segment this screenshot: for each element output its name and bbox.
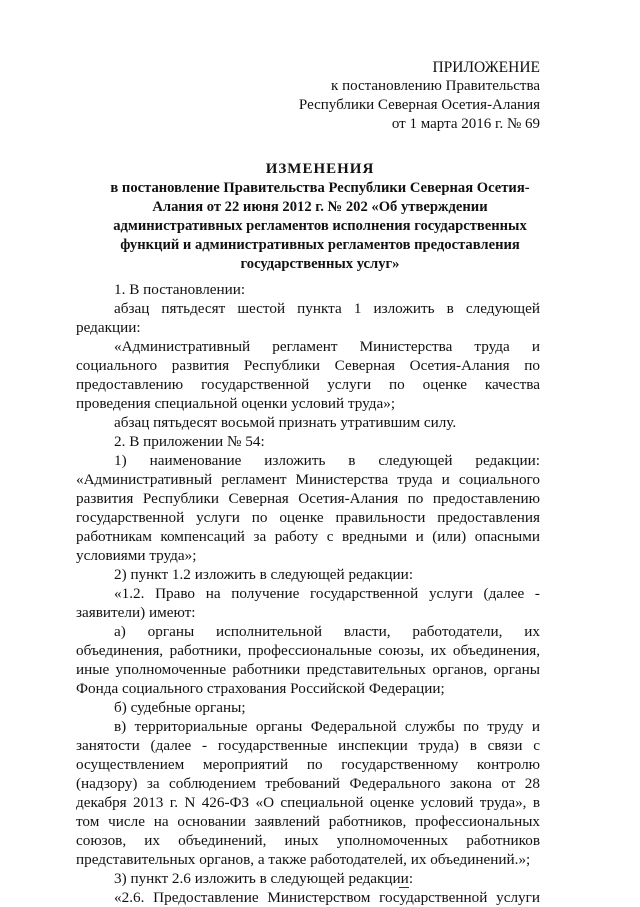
paragraph: 2) пункт 1.2 изложить в следующей редакции:	[114, 566, 414, 583]
paragraph: 2. В приложении № 54:	[114, 433, 265, 450]
paragraph: 1. В постановлении:	[114, 281, 246, 298]
paragraph: б) судебные органы;	[114, 699, 246, 716]
title-text: в постановление Правительства Республики Северная Осетия-Алания от 22 июня 2012 г. № 202 «Об утверждении административных регламентов исполнения государственных функций и административных регламентов предоставления государственных услуг»	[110, 180, 530, 272]
appendix-heading: ПРИЛОЖЕНИЕ	[432, 59, 540, 76]
paragraph: абзац пятьдесят шестой пункта 1 изложить в следующей редакции:	[76, 300, 540, 336]
paragraph: «Административный регламент Министерства труда и социального развития Республики Северная Осетия-Алания по предоставлению государственной услуги по оценке качества проведения специальной оценки условий труда»;	[76, 338, 540, 412]
appendix-line-3: от 1 марта 2016 г. № 69	[391, 116, 540, 132]
paragraph: 1) наименование изложить в следующей редакции: «Административный регламент Министерства труда и социального развития Республики Северная Осетия-Алания по предоставлению государственной услуги по оценке правильности предоставления работникам компенсаций за работу с вредными и (или) опасными условиями труда»;	[76, 452, 540, 564]
paragraph: а) органы исполнительной власти, работодатели, их объединения, работники, профессиональные союзы, их объединения, иные уполномоченные работники представительных органов, органы Фонда социального страхования Российской Федерации;	[76, 623, 540, 697]
paragraph: абзац пятьдесят восьмой признать утратившим силу.	[114, 414, 457, 431]
appendix-block	[299, 58, 540, 134]
page-footer-dash	[399, 887, 409, 888]
paragraph: в) территориальные органы Федеральной службы по труду и занятости (далее - государственные инспекции труда) в связи с осуществлением мероприятий по государственному контролю (надзору) за соблюдением требований Федерального закона от 28 декабря 2013 г. N 426-ФЗ «О специальной оценке условий труда», в том числе на основании заявлений работников, профессиональных союзов, их объединений, иных уполномоченных работников представительных органов, а также работодателей, их объединений.»;	[76, 718, 540, 868]
document-body	[76, 280, 540, 907]
paragraph: 3) пункт 2.6 изложить в следующей редакции:	[114, 870, 414, 887]
paragraph: «1.2. Право на получение государственной услуги (далее - заявители) имеют:	[76, 585, 540, 621]
document-title	[88, 160, 552, 274]
appendix-line-1: к постановлению Правительства	[331, 78, 540, 94]
paragraph: «2.6. Предоставление Министерством государственной услуги	[114, 889, 540, 906]
appendix-line-2: Республики Северная Осетия-Алания	[298, 97, 540, 113]
title-heading: ИЗМЕНЕНИЯ	[265, 161, 375, 177]
